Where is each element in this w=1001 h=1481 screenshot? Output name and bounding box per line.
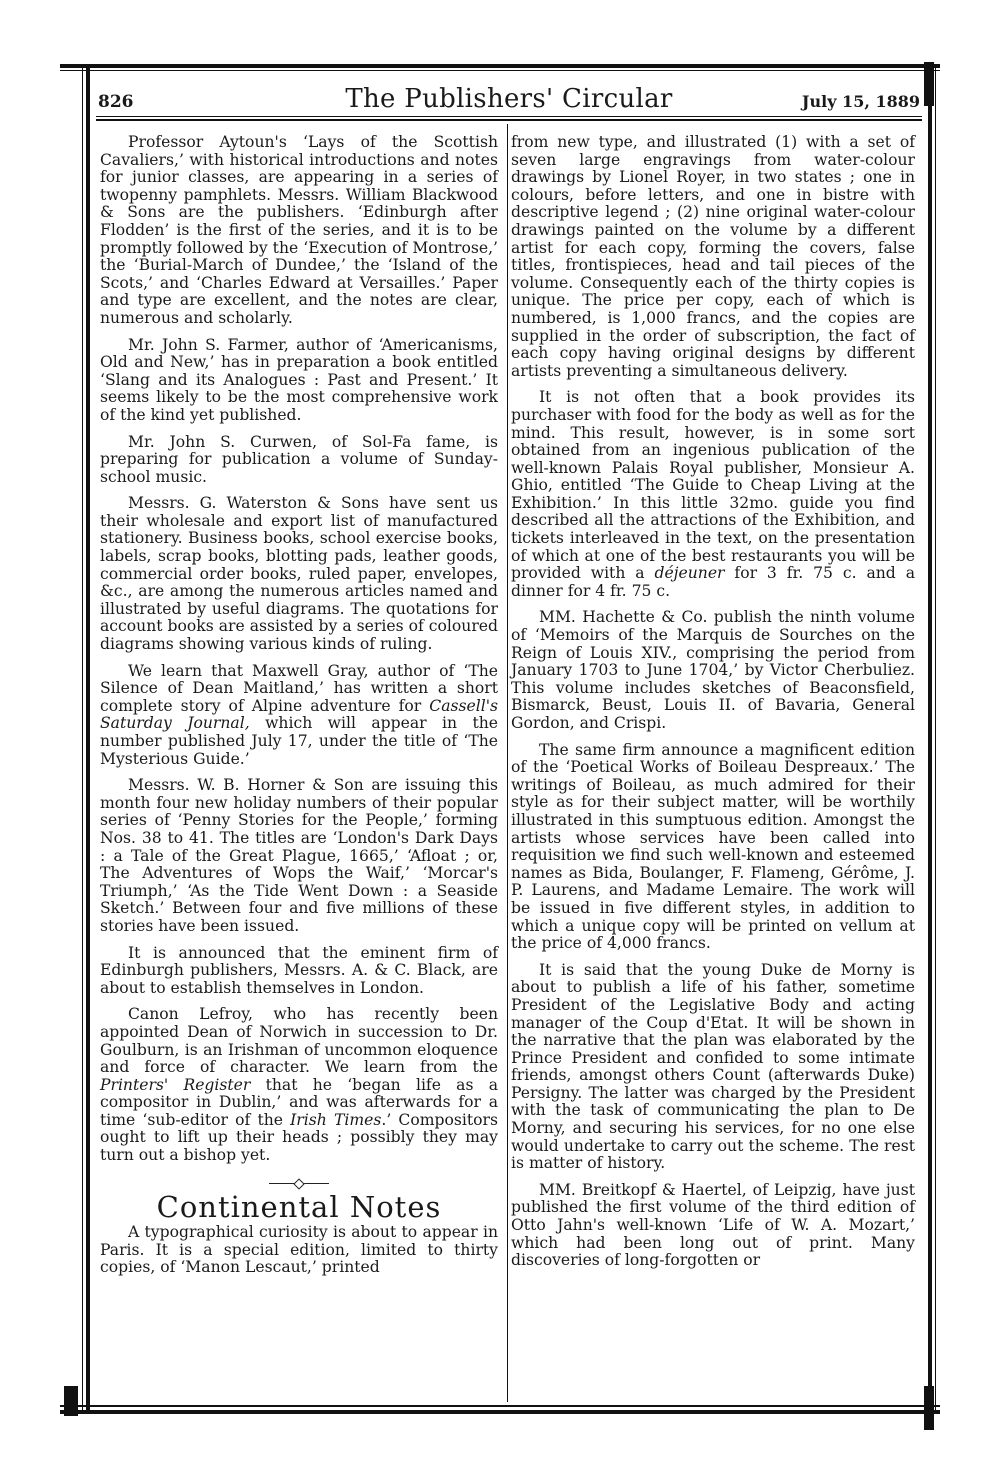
right-border-rule: [928, 64, 932, 1414]
article-paragraph: A typographical curiosity is about to appear in Paris. It is a special edition, limited to thirty copies, of ‘Manon Lescaut,’ printed: [100, 1223, 498, 1277]
top-border-rule: [60, 64, 940, 68]
text-run: We learn that Maxwell Gray, author of ‘The Silence of Dean Maitland,’ has written a short complete story of Alpine adventure for: [100, 661, 498, 715]
article-paragraph: [100, 663, 498, 769]
right-border-rule-thin: [935, 64, 936, 1414]
running-head: [96, 84, 922, 114]
bottom-border-rule: [60, 1410, 940, 1414]
article-paragraph: Messrs. W. B. Horner & Son are issuing this month four new holiday numbers of their popular series of ‘Penny Stories for the People,’ forming Nos. 38 to 41. The titles are ‘London's Dark Days : a Tale of the Great Plague, 1665,’ ‘Afloat ; or, The Adventures of Wops the Waif,’ ‘Morcar's Triumph,’ ‘As the Tide Went Down : a Seaside Sketch.’ Between four and five millions of these stories have been issued.: [100, 776, 498, 935]
corner-ornament-top-right: [924, 62, 934, 106]
italic-title: Printers' Register: [100, 1075, 251, 1094]
article-paragraph-continued: from new type, and illustrated (1) with a set of seven large engravings from water-colour drawings by Lionel Royer, in two states ; one in colours, before letters, and one in bistre with descriptive legend ; (2) nine original water-colour drawings painted on the volume by a different artist for each copy, forming the covers, false titles, frontispieces, head and tail pieces of the volume. Consequently each of the thirty copies is unique. The price per copy, each of which is numbered, is 1,000 francs, and the copies are supplied in the order of subscription, the fact of each copy having original designs by different artists preventing a simultaneous delivery.: [511, 133, 915, 380]
article-paragraph: MM. Hachette & Co. publish the ninth volume of ‘Memoirs of the Marquis de Sourches on the Reign of Louis XIV., comprising the period from January 1703 to June 1704,’ by Victor Cherbuliez. This volume includes sketches of Beaconsfield, Bismarck, Beust, Louis II. of Bavaria, General Gordon, and Crispi.: [511, 608, 915, 732]
section-divider-ornament: [100, 1175, 498, 1189]
article-paragraph: MM. Breitkopf & Haertel, of Leipzig, have just published the first volume of the third edition of Otto Jahn's well-known ‘Life of W. A. Mozart,’ which had been long out of print. Many discoveries of long-forgotten or: [511, 1180, 915, 1270]
text-run: .’ Compositors ought to lift up their heads ; possibly they may turn out a bishop yet.: [100, 1110, 499, 1165]
bottom-border-rule-thin: [60, 1405, 940, 1407]
corner-ornament-bottom-left: [64, 1386, 78, 1416]
page-number: 826: [98, 92, 134, 112]
issue-date: July 15, 1889: [801, 92, 920, 111]
header-rule-thick: [96, 119, 922, 121]
section-heading: Continental Notes: [156, 1189, 442, 1224]
text-run: which will appear in the number published July 17, under the title of ‘The Mysterious Guide.’: [100, 714, 498, 768]
text-run: for 3 fr. 75 c. and a dinner for 4 fr. 75 c.: [511, 564, 915, 600]
article-paragraph: The same firm announce a magnificent edition of the ‘Poetical Works of Boileau Despreaux.’ The writings of Boileau, as much admired for their style as for their subject matter, will be worthily illustrated in this sumptuous edition. Amongst the artists whose services have been called into requisition we find such well-known and esteemed names as Bida, Boulanger, F. Flameng, Gérôme, J. P. Laurens, and Madame Lemaire. The work will be issued in five different styles, in addition to which a unique copy will be printed on vellum at the price of 4,000 francs.: [511, 740, 915, 953]
article-paragraph: Mr. John S. Curwen, of Sol-Fa fame, is preparing for publication a volume of Sunday-school music.: [100, 432, 498, 486]
article-paragraph: [100, 1006, 498, 1164]
text-run: Canon Lefroy, who has recently been appointed Dean of Norwich in succession to Dr. Goulburn, is an Irishman of uncommon eloquence and force of character. We learn from the: [100, 1005, 498, 1077]
right-column: [511, 134, 915, 1279]
left-column: [100, 134, 498, 1286]
article-paragraph: It is announced that the eminent firm of Edinburgh publishers, Messrs. A. & C. Black, are about to establish themselves in London.: [100, 943, 498, 997]
left-border-rule-thin: [82, 64, 83, 1414]
article-paragraph: [511, 389, 915, 600]
article-paragraph: Messrs. G. Waterston & Sons have sent us their wholesale and export list of manufactured stationery. Business books, school exercise books, labels, scrap books, blotting pads, leather goods, commercial order books, ruled paper, envelopes, &c., are among the numerous articles named and illustrated by useful diagrams. The quotations for account books are assisted by a series of coloured diagrams showing various kinds of ruling.: [100, 494, 498, 654]
text-run: It is not often that a book provides its purchaser with food for the body as well as for the mind. This result, however, is in some sort obtained from an ingenious publication of the well-known Palais Royal publisher, Monsieur A. Ghio, entitled ‘The Guide to Cheap Living at the Exhibition.’ In this little 32mo. guide you find described all the attractions of the Exhibition, and tickets interleaved in the text, on the presentation of which at one of the best restaurants you will be provided with a: [511, 388, 915, 583]
italic-word: déjeuner: [654, 564, 725, 583]
header-rule: [96, 116, 922, 117]
left-border-rule: [86, 64, 90, 1414]
journal-title: The Publishers' Circular: [345, 84, 673, 114]
article-paragraph: Mr. John S. Farmer, author of ‘Americanisms, Old and New,’ has in preparation a book entitled ‘Slang and its Analogues : Past and Present.’ It seems likely to be the most comprehensive work of the kind yet published.: [100, 335, 498, 424]
text-run: that he ‘began life as a compositor in Dublin,’ and was afterwards for a time ‘sub-editor of the: [100, 1075, 499, 1129]
italic-title: Irish Times: [290, 1110, 382, 1129]
divider-diamond: [269, 1183, 329, 1184]
corner-ornament-bottom-right: [924, 1386, 934, 1430]
top-border-rule-thin: [60, 70, 940, 71]
article-paragraph: Professor Aytoun's ‘Lays of the Scottish Cavaliers,’ with historical introductions and notes for junior classes, are appearing in a series of twopenny pamphlets. Messrs. William Blackwood & Sons are the publishers. ‘Edinburgh after Flodden’ is the first of the series, and it is to be promptly followed by the ‘Execution of Montrose,’ the ‘Burial-March of Dundee,’ the ‘Island of the Scots,’ and ‘Charles Edward at Versailles.’ Paper and type are excellent, and the notes are clear, numerous and scholarly.: [100, 133, 498, 327]
article-paragraph: It is said that the young Duke de Morny is about to publish a life of his father, sometime President of the Legislative Body and acting manager of the Coup d'Etat. It will be shown in the narrative that the plan was elaborated by the Prince President and confided to some intimate friends, amongst others Count (afterwards Duke) Persigny. The latter was charged by the President with the task of communicating the plan to De Morny, and securing his services, for no one else would undertake to carry out the scheme. The rest is matter of history.: [511, 960, 915, 1173]
italic-title: Cassell's Saturday Journal,: [100, 696, 498, 733]
column-divider: [507, 124, 508, 1402]
